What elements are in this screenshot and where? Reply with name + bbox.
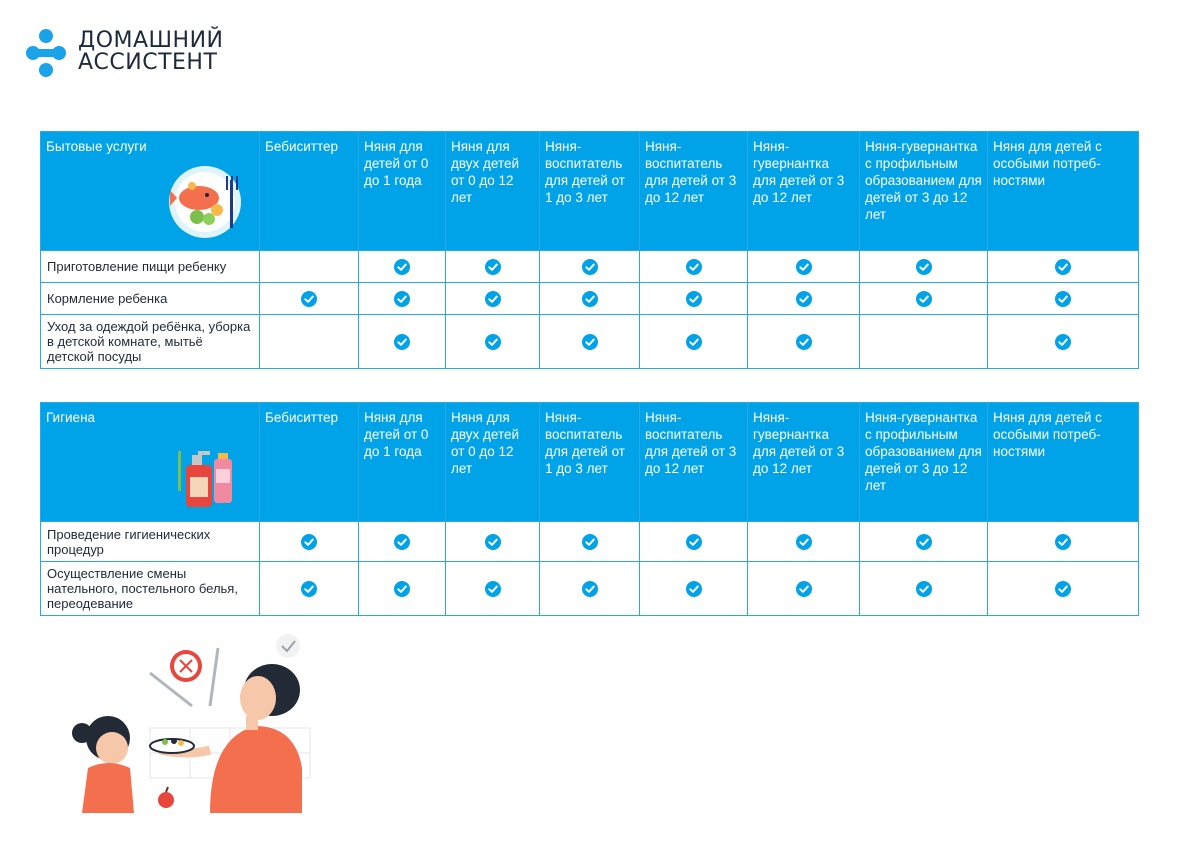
checkmark-icon	[796, 581, 812, 597]
section-title-cell	[41, 132, 260, 251]
column-header: Няня-гувернантка для детей от 3 до 12 лет	[748, 403, 860, 522]
column-header: Няня для детей с особыми потреб-ностями	[988, 132, 1139, 251]
checkmark-icon	[916, 581, 932, 597]
table-row	[41, 315, 1139, 369]
checkmark-icon	[796, 334, 812, 350]
service-included-cell	[860, 251, 988, 283]
checkmark-icon	[1055, 259, 1071, 275]
checkmark-icon	[1055, 291, 1071, 307]
checkmark-icon	[796, 259, 812, 275]
service-included-cell	[540, 283, 640, 315]
column-header: Няня-гувернантка с профильным образованием для детей от 3 до 12 лет	[860, 403, 988, 522]
brand-line-2: АССИСТЕНТ	[78, 50, 218, 75]
checkmark-icon	[485, 581, 501, 597]
service-included-cell	[446, 522, 540, 562]
service-included-cell	[748, 283, 860, 315]
service-not-included-cell	[860, 315, 988, 369]
column-header: Няня-воспитатель для детей от 1 до 3 лет	[540, 132, 640, 251]
service-included-cell	[540, 315, 640, 369]
service-included-cell	[988, 522, 1139, 562]
brand-name	[78, 30, 224, 74]
section-title: Бытовые услуги	[46, 139, 147, 154]
checkmark-icon	[582, 534, 598, 550]
service-included-cell	[359, 562, 446, 616]
checkmark-icon	[582, 291, 598, 307]
checkmark-icon	[301, 534, 317, 550]
service-included-cell	[748, 562, 860, 616]
checkmark-icon	[1055, 581, 1071, 597]
service-included-cell	[260, 562, 359, 616]
hygiene-products-icon	[176, 447, 240, 511]
column-header: Няня для двух детей от 0 до 12 лет	[446, 403, 540, 522]
checkmark-icon	[916, 534, 932, 550]
column-header: Няня для детей от 0 до 1 года	[359, 132, 446, 251]
service-label: Кормление ребенка	[41, 283, 260, 315]
nanny-feeding-child-illustration	[60, 628, 320, 818]
column-header: Няня для двух детей от 0 до 12 лет	[446, 132, 540, 251]
table-body	[41, 251, 1139, 369]
services-table-hygiene	[40, 402, 1139, 616]
checkmark-icon	[1055, 534, 1071, 550]
service-included-cell	[748, 251, 860, 283]
checkmark-icon	[301, 581, 317, 597]
service-included-cell	[359, 522, 446, 562]
service-included-cell	[359, 315, 446, 369]
column-header: Няня-воспитатель для детей от 3 до 12 лет	[640, 403, 748, 522]
service-included-cell	[446, 251, 540, 283]
service-included-cell	[540, 251, 640, 283]
service-included-cell	[860, 562, 988, 616]
column-header: Бебиситтер	[260, 132, 359, 251]
header-row	[41, 403, 1139, 522]
service-not-included-cell	[260, 315, 359, 369]
section-title: Гигиена	[46, 410, 96, 425]
checkmark-icon	[582, 581, 598, 597]
service-label: Приготовление пищи ребенку	[41, 251, 260, 283]
checkmark-icon	[394, 534, 410, 550]
service-included-cell	[446, 283, 540, 315]
service-included-cell	[640, 522, 748, 562]
checkmark-icon	[394, 334, 410, 350]
column-header: Няня-воспитатель для детей от 3 до 12 лет	[640, 132, 748, 251]
checkmark-icon	[686, 581, 702, 597]
service-included-cell	[748, 315, 860, 369]
checkmark-icon	[686, 334, 702, 350]
checkmark-icon	[394, 291, 410, 307]
checkmark-icon	[394, 581, 410, 597]
checkmark-icon	[485, 334, 501, 350]
service-included-cell	[988, 315, 1139, 369]
checkmark-icon	[796, 291, 812, 307]
checkmark-icon	[1055, 334, 1071, 350]
service-included-cell	[860, 522, 988, 562]
service-included-cell	[988, 283, 1139, 315]
column-header: Няня для детей с особыми потреб-ностями	[988, 403, 1139, 522]
checkmark-icon	[582, 259, 598, 275]
service-included-cell	[359, 283, 446, 315]
checkmark-icon	[485, 291, 501, 307]
table-row	[41, 522, 1139, 562]
brand-logo	[24, 28, 224, 80]
checkmark-icon	[686, 534, 702, 550]
service-included-cell	[260, 283, 359, 315]
service-included-cell	[640, 251, 748, 283]
service-included-cell	[260, 522, 359, 562]
service-label: Проведение гигиенических процедур	[41, 522, 260, 562]
service-included-cell	[540, 522, 640, 562]
column-header: Няня-воспитатель для детей от 1 до 3 лет	[540, 403, 640, 522]
service-included-cell	[988, 251, 1139, 283]
service-included-cell	[446, 562, 540, 616]
service-included-cell	[446, 315, 540, 369]
service-included-cell	[640, 562, 748, 616]
service-included-cell	[640, 283, 748, 315]
service-included-cell	[860, 283, 988, 315]
column-header: Няня для детей от 0 до 1 года	[359, 403, 446, 522]
service-included-cell	[359, 251, 446, 283]
column-header: Няня-гувернантка для детей от 3 до 12 лет	[748, 132, 860, 251]
checkmark-icon	[916, 291, 932, 307]
checkmark-icon	[916, 259, 932, 275]
service-included-cell	[748, 522, 860, 562]
checkmark-icon	[796, 534, 812, 550]
checkmark-icon	[686, 291, 702, 307]
service-not-included-cell	[260, 251, 359, 283]
table-body	[41, 522, 1139, 616]
checkmark-icon	[582, 334, 598, 350]
brand-line-1: ДОМАШНИЙ	[78, 28, 224, 53]
checkmark-icon	[485, 259, 501, 275]
table-row	[41, 562, 1139, 616]
table-row	[41, 283, 1139, 315]
service-label: Осуществление смены нательного, постельного белья, переодевание	[41, 562, 260, 616]
checkmark-icon	[485, 534, 501, 550]
service-included-cell	[988, 562, 1139, 616]
service-included-cell	[540, 562, 640, 616]
service-included-cell	[640, 315, 748, 369]
food-plate-icon	[167, 162, 247, 242]
checkmark-icon	[301, 291, 317, 307]
service-label: Уход за одеждой ребёнка, уборка в детской комнате, мытьё детской посуды	[41, 315, 260, 369]
services-table-household	[40, 131, 1139, 369]
checkmark-icon	[686, 259, 702, 275]
table-row	[41, 251, 1139, 283]
section-title-cell	[41, 403, 260, 522]
column-header: Няня-гувернантка с профильным образованием для детей от 3 до 12 лет	[860, 132, 988, 251]
column-header: Бебиситтер	[260, 403, 359, 522]
checkmark-icon	[394, 259, 410, 275]
header-row	[41, 132, 1139, 251]
logo-icon	[24, 28, 70, 78]
